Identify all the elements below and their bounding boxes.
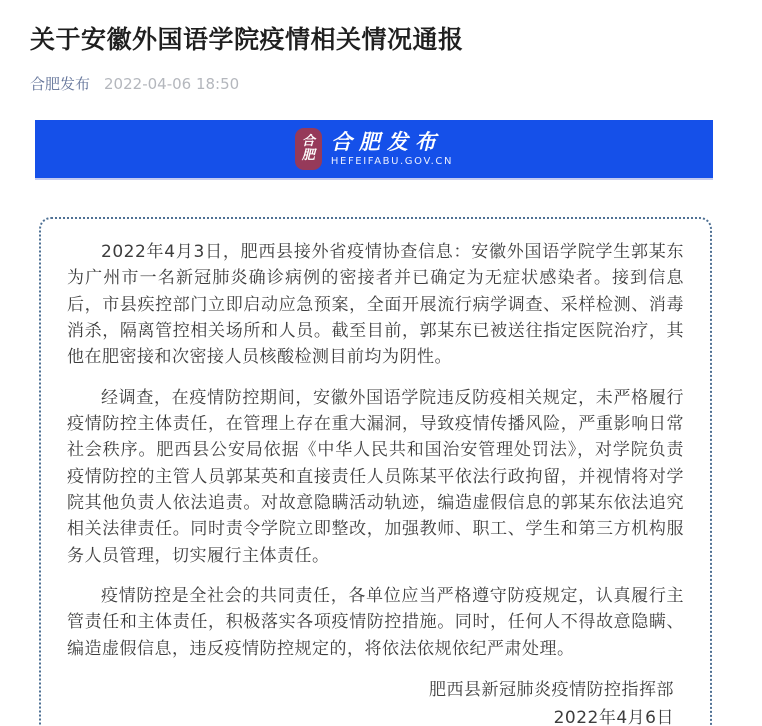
- notice-box: [39, 217, 712, 726]
- logo-url: HEFEIFABU.GOV.CN: [330, 156, 454, 168]
- publish-datetime: 2022-04-06 18:50: [104, 75, 240, 93]
- logo-name: 合肥发布: [330, 129, 443, 154]
- signature-date: 2022年4月6日: [553, 708, 674, 726]
- hefei-fabu-logo: [295, 128, 453, 170]
- hefei-seal-icon: [295, 128, 322, 170]
- notice-paragraph-1: 2022年4月3日，肥西县接外省疫情协查信息：安徽外国语学院学生郭某东为广州市一名新冠肺炎确诊病例的密接者并已确定为无症状感染者。接到信息后，市县疾控部门立即启动应急预案，全面开展流行病学调查、采样检测、消毒消杀，隔离管控相关场所和人员。截至目前，郭某东已被送往指定医院治疗，其他在肥密接和次密接人员核酸检测目前均为阴性。: [67, 242, 684, 368]
- seal-char-top: 合: [301, 133, 315, 149]
- source-link[interactable]: 合肥发布: [30, 75, 91, 93]
- notice-paragraph-3: 疫情防控是全社会的共同责任，各单位应当严格遵守防疫规定，认真履行主管责任和主体责任，积极落实各项疫情防控措施。同时，任何人不得故意隐瞒、编造虚假信息，违反疫情防控规定的，将依法依规依纪严肃处理。: [67, 586, 684, 659]
- hefei-fabu-banner: [35, 120, 713, 180]
- seal-char-bottom: 肥: [301, 148, 315, 163]
- page-title: 关于安徽外国语学院疫情相关情况通报: [30, 25, 464, 54]
- signature-block: [67, 676, 684, 726]
- notice-paragraph-2: 经调查，在疫情防控期间，安徽外国语学院违反防疫相关规定，未严格履行疫情防控主体责任，在管理上存在重大漏洞，导致疫情传播风险，严重影响日常社会秩序。肥西县公安局依据《中华人民共和国治安管理处罚法》，对学院负责疫情防控的主管人员郭某英和直接责任人员陈某平依法行政拘留，并视情将对学院其他负责人依法追责。对故意隐瞒活动轨迹，编造虚假信息的郭某东依法追究相关法律责任。同时责令学院立即整改，加强教师、职工、学生和第三方机构服务人员管理，切实履行主体责任。: [67, 387, 684, 566]
- signature-org: 肥西县新冠肺炎疫情防控指挥部: [429, 680, 674, 701]
- logo-text-block: [331, 131, 453, 167]
- article-meta: [0, 56, 762, 94]
